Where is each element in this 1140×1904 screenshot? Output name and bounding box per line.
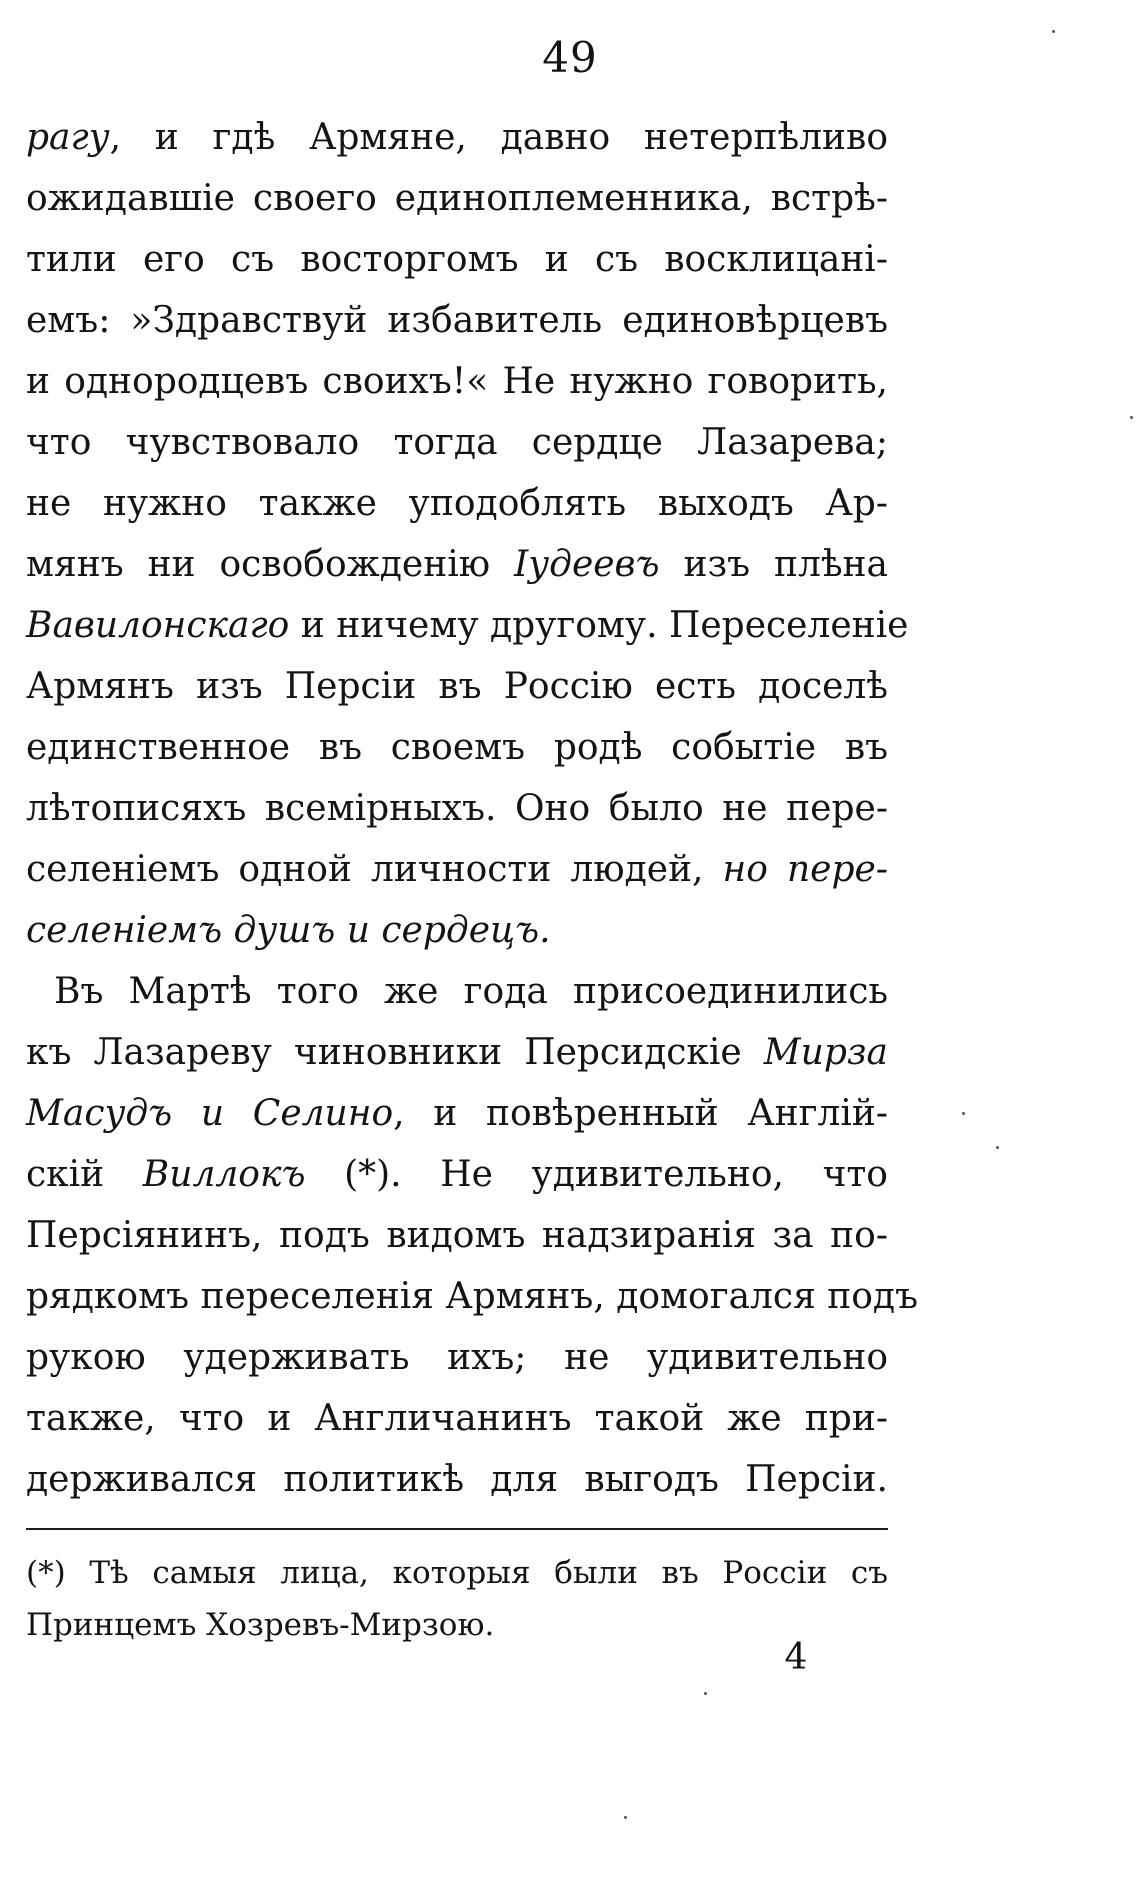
italic-run: рагу — [26, 117, 110, 158]
text-line — [26, 1145, 888, 1205]
text-line — [26, 1084, 888, 1144]
text-run: къ Лазареву чиновники Персидскіе — [26, 1032, 764, 1073]
text-run: (*). Не удивительно, что — [305, 1154, 888, 1195]
text-line — [26, 108, 888, 168]
text-line — [26, 779, 888, 839]
text-run: тили его съ восторгомъ и съ восклицані- — [26, 239, 888, 280]
text-line — [26, 1267, 918, 1327]
italic-run: но пере- — [722, 849, 888, 890]
signature-mark: 4 — [784, 1637, 808, 1678]
text-run: ожидавшіе своего единоплеменника, встрѣ- — [26, 178, 888, 219]
text-run: Армянъ изъ Персіи въ Россію есть доселѣ — [26, 666, 888, 707]
text-run: рукою удерживать ихъ; не удивительно — [26, 1337, 888, 1378]
text-line — [26, 840, 888, 900]
text-run: селеніемъ одной личности людей, — [26, 849, 723, 890]
text-line — [26, 718, 888, 778]
print-speck — [704, 1692, 707, 1695]
footnote-line: Принцемъ Хозревъ-Мирзою. — [26, 1607, 495, 1643]
italic-run: селеніемъ душъ и сердецъ. — [26, 910, 551, 951]
text-run: единственное въ своемъ родѣ событіе въ — [26, 727, 888, 768]
text-run: рядкомъ переселенія Армянъ, домогался подъ — [26, 1276, 918, 1317]
text-line — [26, 657, 888, 717]
print-speck — [1130, 416, 1133, 419]
text-line — [26, 230, 888, 290]
text-run: , и гдѣ Армяне, давно нетерпѣливо — [109, 117, 888, 158]
text-run: емъ: »Здравствуй избавитель единовѣрцевъ — [26, 300, 888, 341]
text-run: изъ плѣна — [659, 544, 888, 585]
text-run: что чувствовало тогда сердце Лазарева; — [26, 422, 888, 463]
text-line — [26, 535, 888, 595]
text-line — [26, 352, 888, 412]
text-line — [26, 901, 888, 961]
print-speck — [962, 1112, 965, 1115]
text-line — [26, 413, 888, 473]
italic-run: Виллокъ — [142, 1154, 306, 1195]
text-run: мянъ ни освобожденію — [26, 544, 515, 585]
footnote-rule — [26, 1528, 888, 1530]
text-run: и однородцевъ своихъ!« Не нужно говорить, — [26, 361, 888, 402]
text-run: и ничему другому. Переселеніе — [289, 605, 909, 646]
text-run: , и повѣренный Англій- — [393, 1093, 888, 1134]
print-speck — [996, 1146, 999, 1149]
italic-run: Мирза — [763, 1032, 888, 1073]
italic-run: Іудеевъ — [514, 544, 660, 585]
text-run: Персіянинъ, подъ видомъ надзиранія за по- — [26, 1215, 888, 1256]
text-run: также, что и Англичанинъ такой же при- — [26, 1398, 888, 1439]
text-run: Въ Мартѣ того же года присоединились — [54, 971, 888, 1012]
text-run: держивался политикѣ для выгодъ Персіи. — [26, 1459, 888, 1500]
page-number: 49 — [542, 33, 598, 82]
print-speck — [1052, 30, 1055, 33]
text-run: скій — [26, 1154, 143, 1195]
text-run: лѣтописяхъ всемірныхъ. Оно было не пере- — [26, 788, 888, 829]
text-line — [26, 1450, 888, 1510]
text-line — [26, 291, 888, 351]
text-line — [26, 1206, 888, 1266]
italic-run: Масудъ и Селино — [26, 1093, 394, 1134]
text-line — [26, 1023, 888, 1083]
text-line — [26, 596, 909, 656]
print-speck — [624, 1816, 627, 1819]
text-run: не нужно также уподоблять выходъ Ар- — [26, 483, 888, 524]
text-line — [26, 169, 888, 229]
text-line — [26, 474, 888, 534]
italic-run: Вавилонскаго — [26, 605, 290, 646]
text-line — [54, 962, 888, 1022]
text-line — [26, 1328, 888, 1388]
footnote-line: (*) Тѣ самыя лица, которыя были въ Россіи съ — [26, 1555, 888, 1591]
text-line — [26, 1389, 888, 1449]
